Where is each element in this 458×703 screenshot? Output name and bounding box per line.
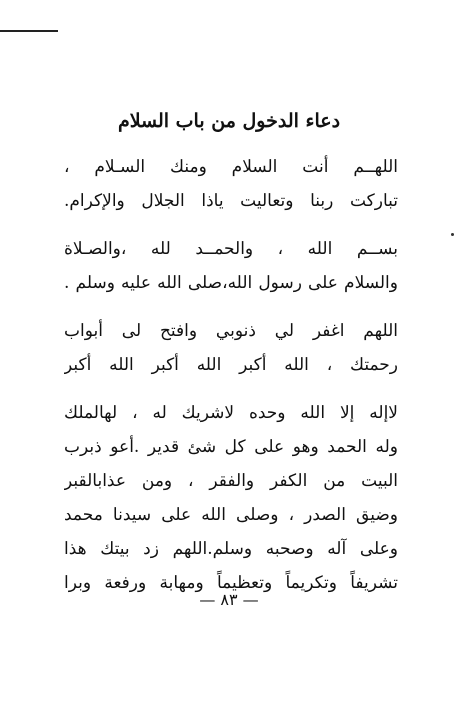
text-line: وعلى آله وصحبه وسلم.اللهم زد بيتك هذا [64,539,398,559]
prayer-text [64,150,398,614]
paragraph-4 [64,396,398,600]
text-line: اللهم اغفر لي ذنوبي وافتح لى أبواب [64,321,398,341]
text-line: تباركت ربنا وتعاليت ياذا الجلال والإكرام. [64,191,398,211]
top-rule [0,30,58,32]
text-line: والسلام على رسول الله،صلى الله عليه وسلم . [64,273,398,293]
text-line: وضيق الصدر ، وصلى الله على سيدنا محمد [64,505,398,525]
text-line: البيت من الكفر والفقر ، ومن عذابالقبر [64,471,398,491]
text-line: وله الحمد وهو على كل شئ قدير .أعو ذبرب [64,437,398,457]
text-line: لاإله إلا الله وحده لاشريك له ، لهالملك [64,403,398,423]
text-line: بســم الله ، والحمــد لله ،والصـلاة [64,239,398,259]
text-line: رحمتك ، الله أكبر الله أكبر الله أكبر [64,355,398,375]
edge-mark [451,233,454,236]
text-line: اللهــم أنت السلام ومنك السـلام ، [64,157,398,177]
paragraph-1 [64,150,398,218]
page-number: — ٨٣ — [199,590,259,609]
paragraph-2 [64,232,398,300]
text-line: تشريفاً وتكريماً وتعظيماً ومهابة ورفعة وبرا [64,573,398,593]
paragraph-3 [64,314,398,382]
page-heading: دعاء الدخول من باب السلام [117,110,341,132]
